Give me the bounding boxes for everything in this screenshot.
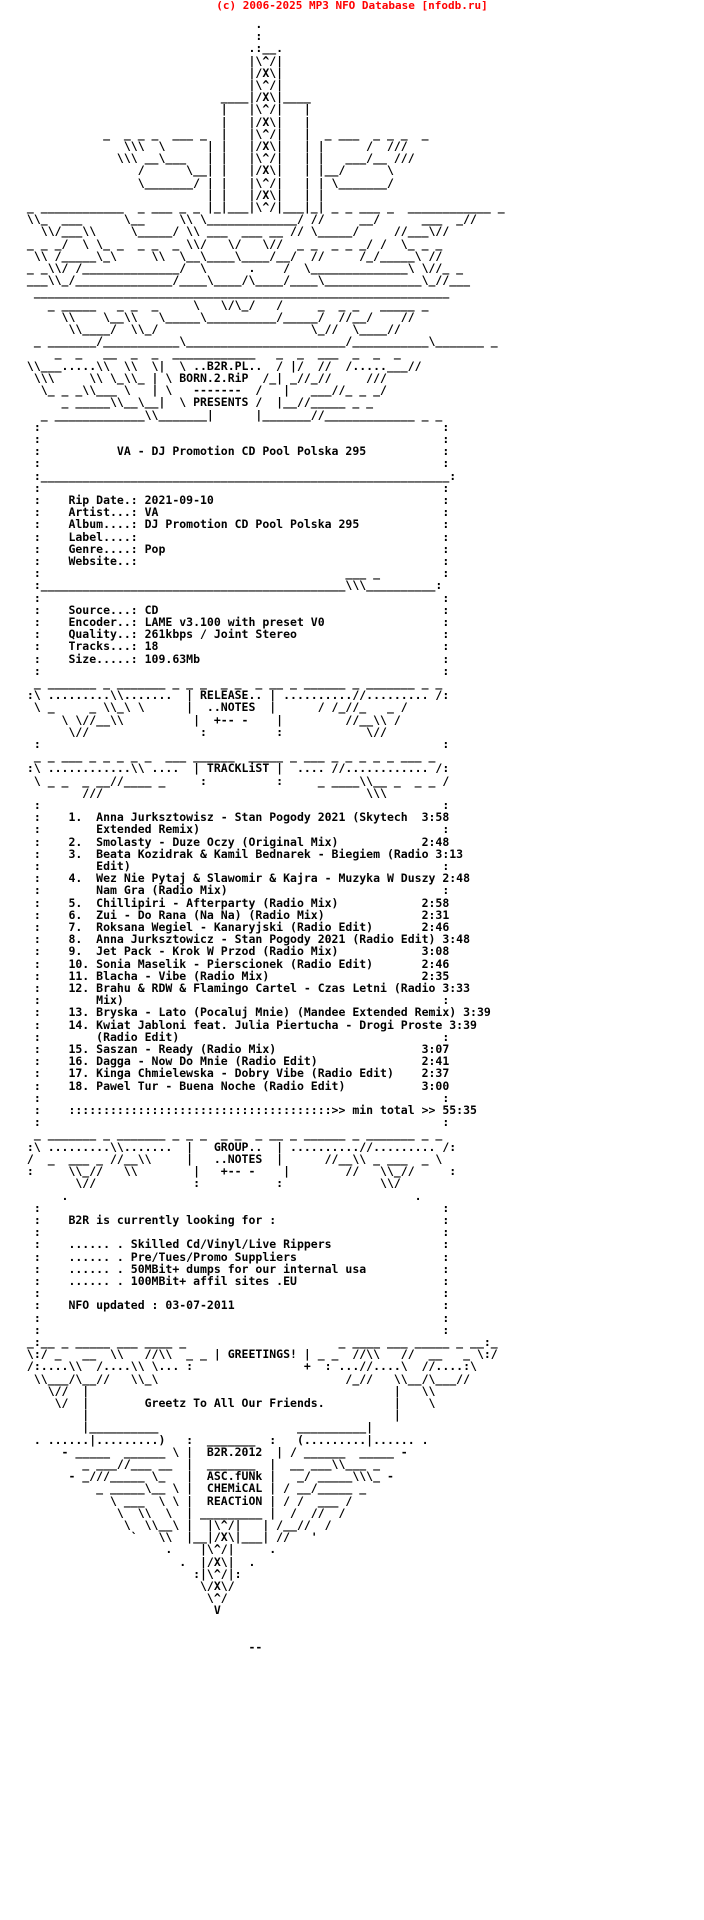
nfo-ascii-art-text: . : .:__. |\^/| |/X\| |\^/| ____|/X\|____ | |\^/| | | |/X\| | _ _ _ _ ___ _ | |\^/| | _ ___ _ _ _ _ \\\ \ | | |/X\| | | / /// \\\ __\___ | | |\^/| | | ___/__ /// / \__| | |/X\| | |__/ \ \_______/ | | |\^/| | | \_______/ | | |/X\| | | _ ____________ _ ___ _ _ |_|___|\^/|___|_| _ _ ___ _ ____________ _ \\_ ___ \__ \\ \_____________/ // __/ ___ _// \\/___\\ \_____/ \\ ___ ___ __ // \_____/ //___\// _ _ _/ \ \_ _ _ _ _ \\/ \/ \// _ _ _ _ _/ / \_ _ _ \\ /_____\_\ \\ \__\____\____/__/ // /_/_____\ // _ _\\/ /______________/ \ . / \______________\ \//_ _ ___\\_/______________/____\____/\____/____\______________\_//___ ____________________________________________________________ _ _____ _ _ _ \ \/\_/ / _ _ _ _____ _ \\ \__\\ \_____\__________/_____/ //__/ // \\____/ \\_/ \_// \____// _ _______/___________\_______________________/___________\_______ _ _ _ __ _ _ ____________ _ _ ___ _ _ _ \\___.....\\ \\ \| \ ..B2R.PL.. / |/ // /.....___// \\\ \\ \_\\_ | \ BORN.2.RiP /_| _//_// /// \_ _ _\\___ \ | \ ------- / | ___//_ _ _/ _ _____\\__\__| \ PRESENTS / |__//_____ _ _ _ _____________\\_______| |_______//_____________ _ _ : : : : : VA - DJ Promotion CD Pool Polska 295 : : : :___________________________________________________________: : : : Rip Date.: 2021-09-10 : : Artist...: VA : : Album....: DJ Promotion CD Pool Polska 295 : : Label....: : : Genre....: Pop : : Website..: : : ___ _ : :____________________________________________\\\__________: : : : Source...: CD : : Encoder..: LAME v3.100 with preset V0 : : Quality..: 261kbps / Joint Stereo : : Tracks...: 18 : : Size.....: 109.63Mb : : : _ _______ _ _______ _ _ _ _ _ _ __ _ ______ _ _______ _ _ :\ .........\\....... | RELEASE.. | ..........//......... /: \ _ _ \\_\ \ | ..NOTES | / /_//_ _ / \ \//__\\ | +-- - | //__\\ / \// : : \// : : _ _ ___ _ _ _ _ _ ___ ______ _____ _ ___ _ _ _ _ _ ___ _ :\ ............\\ .... | TRACKLiST | .... //............ /: \ _ _ _ __//____ _ : : _ ____\\__ _ _ _ / /// \\\ : : : 1. Anna Jurksztowisz - Stan Pogody 2021 (Skytech 3:58 : Extended Remix) : : 2. Smolasty - Duze Oczy (Original Mix) 2:48 : 3. Beata Kozidrak & Kamil Bednarek - Biegiem (Radio 3:13 : Edit) : : 4. Wez Nie Pytaj & Slawomir & Kajra - Muzyka W Duszy 2:48 : Nam Gra (Radio Mix) : : 5. Chillipiri - Afterparty (Radio Mix) 2:58 : 6. Zui - Do Rana (Na Na) (Radio Mix) 2:31 : 7. Roksana Wegiel - Kanaryjski (Radio Edit) 2:46 : 8. Anna Jurksztowicz - Stan Pogody 2021 (Radio Edit) 3:48 : 9. Jet Pack - Krok W Przod (Radio Mix) 3:08 : 10. Sonia Maselik - Pierscionek (Radio Edit) 2:46 : 11. Blacha - Vibe (Radio Mix) 2:35 : 12. Brahu & RDW & Flamingo Cartel - Czas Letni (Radio 3:33 : Mix) : : 13. Bryska - Lato (Pocaluj Mnie) (Mandee Extended Remix) 3:39 : 14. Kwiat Jabloni feat. Julia Piertucha - Drogi Proste 3:39 : (Radio Edit) : : 15. Saszan - Ready (Radio Mix) 3:07 : 16. Dagga - Now Do Mnie (Radio Edit) 2:41 : 17. Kinga Chmielewska - Dobry Vibe (Radio Edit) 2:37 : 18. Pawel Tur - Buena Noche (Radio Edit) 3:00 : : : ::::::::::::::::::::::::::::::::::::::>> min total >> 55:35 : : _ _______ _ _______ _ _ _ _ _ _ __ _ ______ _ _______ _ _ :\ .........\\....... | GROUP.. | ..........//......... /: / _ ___ _ //__\\ | ..NOTES | //__\\ _ ___ _ \ : \\_// \\ | +-- - | // \\_// : \// : : \\/ . . : : : B2R is currently looking for : : : : : ...... . Skilled Cd/Vinyl/Live Rippers : : ...... . Pre/Tues/Promo Suppliers : : ...... . 50MBit+ dumps for our internal usa : : ...... . 100MBit+ affil sites .EU : : : : NFO updated : 03-07-2011 : : : : : _:__ _ _____ ___ ____ _ _ ____ ___ _____ _ __:_ \:/ _ __ \\ //\\ _ _ | GREETINGS! | _ _ //\\ // __ _ \:/ /:....\\ /....\\ \... : + : ...//....\ //....:\ \\___/\__// \\_\ /_// \\__/\___// \// | | \\ \/ | Greetz To All Our Friends. | \ | | |__________ __________| . ......|.........) : _______ : (.........|...... . - _____ ______ \ | B2R.2012 | / ______ _____ - _ ___//___ __ | _______ | __ ___\\___ _ - _///_____ \_ | ASC.fUNk | _/ _____\\\_ - _ _____\__ \ | CHEMiCAL | / __/_____ _ \ ___ \ \ | REACTiON | / / ___ / \ \\ \ | _________ | / // / \ \\__\ | |\^/| | /__// / ` \\ |__|/X\|___| // ' . |\^/| . . |/X\| . :|\^/|: \/X\/ \^/ V -- xyxy=(26,17,505,1655)
site-copyright-header: (c) 2006-2025 MP3 NFO Database [nfodb.ru] xyxy=(216,0,488,12)
